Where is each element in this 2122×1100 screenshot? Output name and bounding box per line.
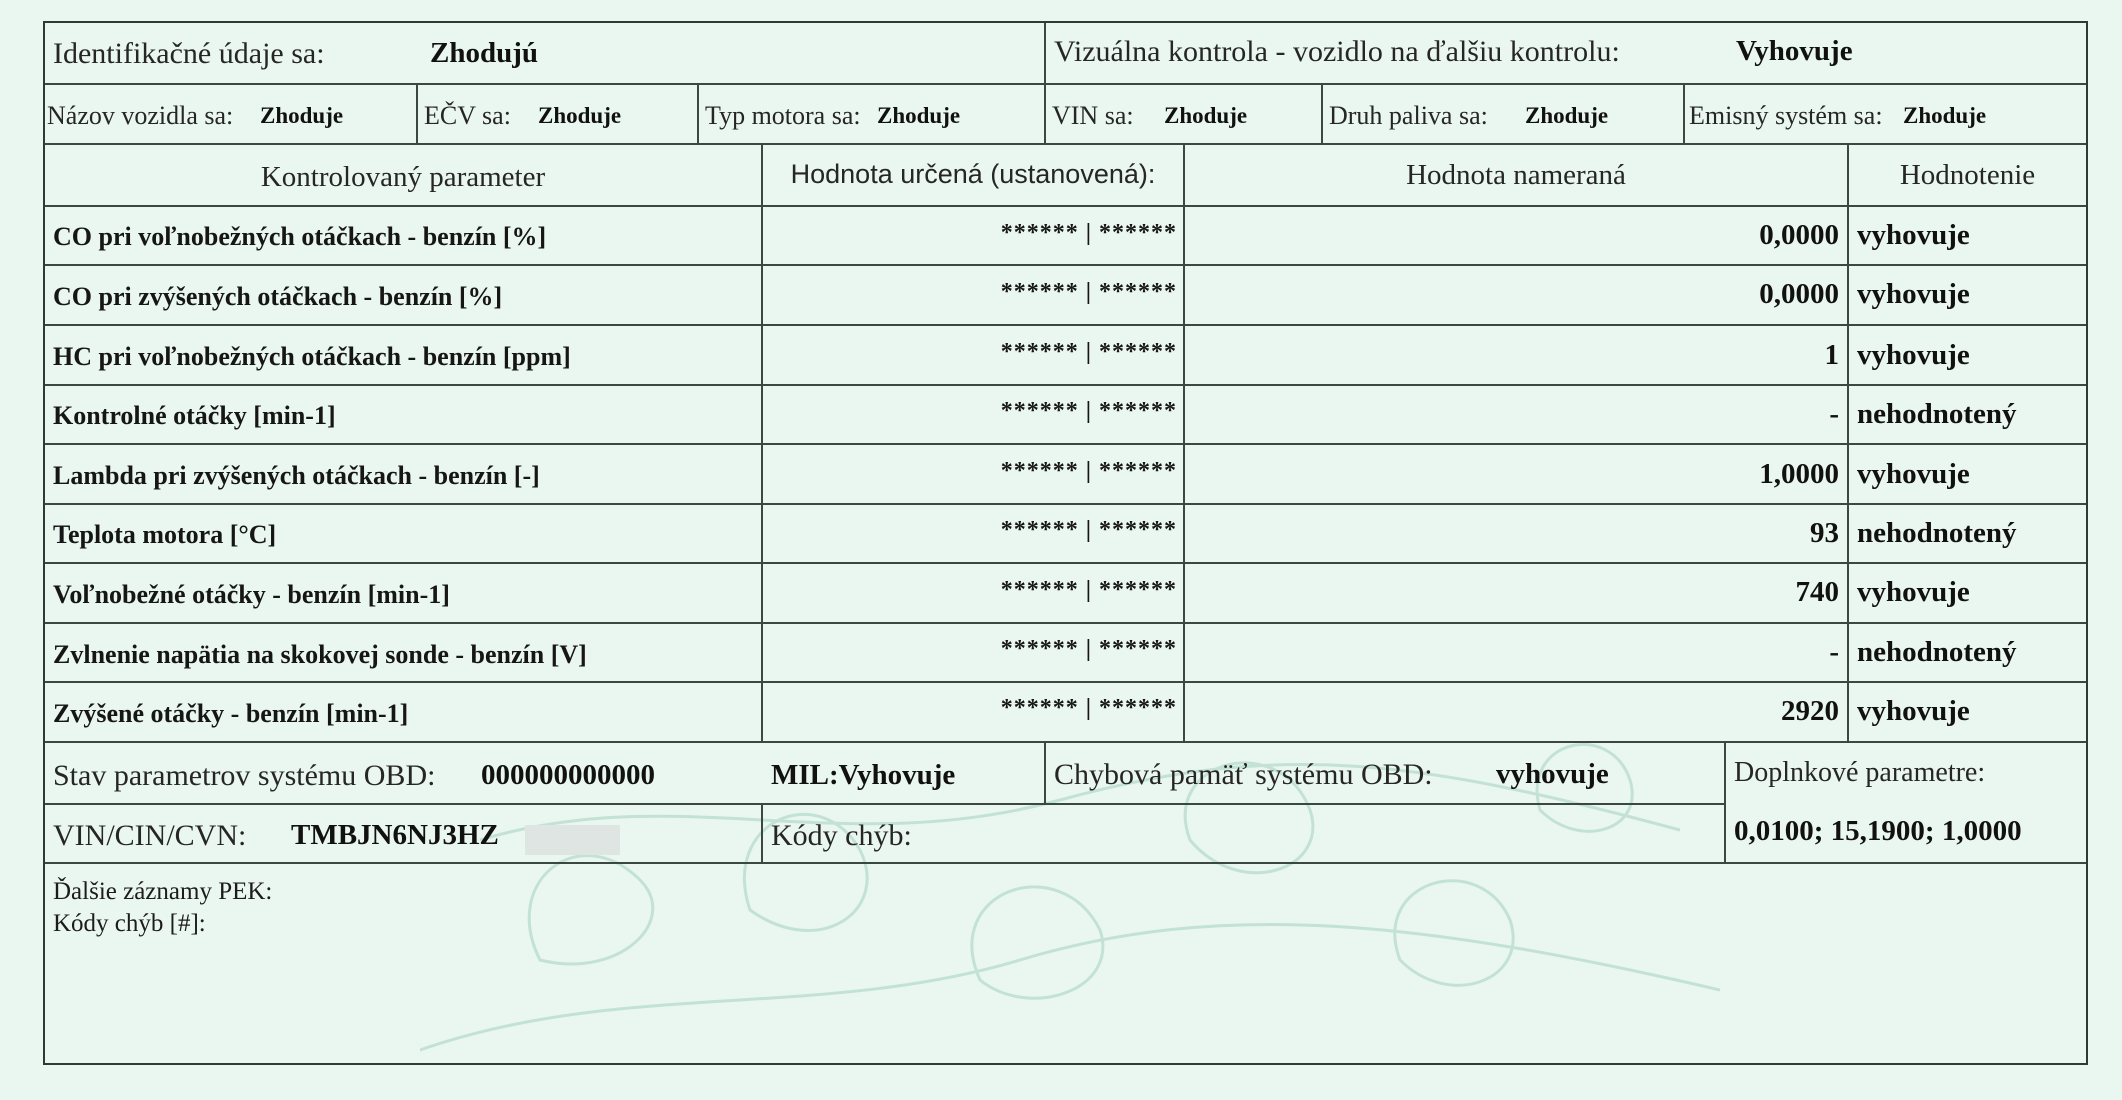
row-measured: - xyxy=(1829,636,1839,668)
table-row-4-parameter xyxy=(45,386,763,445)
table-row-5-specified xyxy=(763,445,1185,505)
row-evaluation: vyhovuje xyxy=(1857,219,1970,251)
row-specified: ****** | ****** xyxy=(1000,636,1177,662)
error-codes-cell xyxy=(763,805,1726,864)
emission-system-label: Emisný systém sa: xyxy=(1689,101,1883,130)
table-row-2-parameter xyxy=(45,266,763,326)
vehicle-name-cell xyxy=(45,85,418,145)
header-measured xyxy=(1185,145,1849,207)
header-specified-text: Hodnota určená (ustanovená): xyxy=(790,159,1156,189)
row-parameter: CO pri zvýšených otáčkach - benzín [%] xyxy=(53,282,503,311)
visual-check-label: Vizuálna kontrola - vozidlo na ďalšiu kontrolu: xyxy=(1054,35,1620,68)
row-parameter: Zvlnenie napätia na skokovej sonde - benzín [V] xyxy=(53,640,587,669)
ecv-cell xyxy=(418,85,699,145)
vin-match-value: Zhoduje xyxy=(1164,103,1248,128)
row-specified: ****** | ****** xyxy=(1000,517,1177,543)
row-specified: ****** | ****** xyxy=(1000,398,1177,424)
fuel-type-value: Zhoduje xyxy=(1525,103,1609,128)
table-row-9-parameter xyxy=(45,683,763,743)
vin-match-label: VIN sa: xyxy=(1052,101,1134,130)
row-evaluation: nehodnotený xyxy=(1857,398,2017,430)
identification-cell xyxy=(45,23,1046,85)
row-parameter: HC pri voľnobežných otáčkach - benzín [ppm] xyxy=(53,342,571,371)
fuel-type-label: Druh paliva sa: xyxy=(1329,101,1488,130)
row-evaluation: vyhovuje xyxy=(1857,576,1970,608)
table-row-6-parameter xyxy=(45,505,763,564)
vin-cell xyxy=(45,805,763,864)
table-row-1-specified xyxy=(763,207,1185,266)
header-parameter-text: Kontrolovaný parameter xyxy=(260,161,546,193)
table-row-9-measured xyxy=(1185,683,1849,743)
engine-type-value: Zhoduje xyxy=(877,103,961,128)
row-parameter: Lambda pri zvýšených otáčkach - benzín [-] xyxy=(53,461,540,490)
table-row-9-specified xyxy=(763,683,1185,743)
visual-check-cell xyxy=(1046,23,2086,85)
emission-system-cell xyxy=(1685,85,2086,145)
emission-system-value: Zhoduje xyxy=(1903,103,1987,128)
obd-status-value: 000000000000 xyxy=(481,759,655,791)
ecv-value: Zhoduje xyxy=(538,103,622,128)
row-measured: - xyxy=(1829,398,1839,430)
emission-check-form xyxy=(43,21,2088,1065)
row-evaluation: nehodnotený xyxy=(1857,517,2017,549)
table-row-9-evaluation xyxy=(1849,683,2086,743)
table-row-8-measured xyxy=(1185,624,1849,683)
vehicle-name-label: Názov vozidla sa: xyxy=(47,101,234,130)
identification-value: Zhodujú xyxy=(430,37,539,69)
header-evaluation xyxy=(1849,145,2086,207)
row-parameter: Zvýšené otáčky - benzín [min-1] xyxy=(53,699,409,728)
table-row-1-evaluation xyxy=(1849,207,2086,266)
row-specified: ****** | ****** xyxy=(1000,695,1177,721)
mil-status: MIL:Vyhovuje xyxy=(771,759,956,791)
row-parameter: Kontrolné otáčky [min-1] xyxy=(53,401,336,430)
error-codes-count-label: Kódy chýb [#]: xyxy=(53,910,206,937)
row-specified: ****** | ****** xyxy=(1000,458,1177,484)
row-measured: 93 xyxy=(1810,517,1839,549)
table-row-5-parameter xyxy=(45,445,763,505)
table-row-2-specified xyxy=(763,266,1185,326)
notes-area xyxy=(45,864,2086,1063)
header-measured-text: Hodnota nameraná xyxy=(1406,159,1626,191)
table-row-6-specified xyxy=(763,505,1185,564)
row-measured: 1 xyxy=(1824,339,1839,371)
row-specified: ****** | ****** xyxy=(1000,577,1177,603)
obd-memory-label: Chybová pamäť systému OBD: xyxy=(1054,758,1433,791)
vehicle-name-value: Zhoduje xyxy=(260,103,344,128)
row-evaluation: vyhovuje xyxy=(1857,695,1970,727)
row-parameter: CO pri voľnobežných otáčkach - benzín [%] xyxy=(53,222,547,251)
row-specified: ****** | ****** xyxy=(1000,220,1177,246)
table-row-8-parameter xyxy=(45,624,763,683)
table-row-7-evaluation xyxy=(1849,564,2086,624)
header-evaluation-text: Hodnotenie xyxy=(1899,159,2036,191)
table-row-1-measured xyxy=(1185,207,1849,266)
row-evaluation: vyhovuje xyxy=(1857,278,1970,310)
vin-label: VIN/CIN/CVN: xyxy=(53,819,247,852)
row-parameter: Voľnobežné otáčky - benzín [min-1] xyxy=(53,580,450,609)
row-specified: ****** | ****** xyxy=(1000,339,1177,365)
table-row-6-measured xyxy=(1185,505,1849,564)
obd-status-label: Stav parametrov systému OBD: xyxy=(53,759,436,792)
table-row-7-specified xyxy=(763,564,1185,624)
table-row-7-parameter xyxy=(45,564,763,624)
row-evaluation: vyhovuje xyxy=(1857,339,1970,371)
row-parameter: Teplota motora [°C] xyxy=(53,520,277,549)
vin-value: TMBJN6NJ3HZ xyxy=(291,819,499,851)
table-row-3-measured xyxy=(1185,326,1849,386)
header-parameter xyxy=(45,145,763,207)
table-row-3-parameter xyxy=(45,326,763,386)
vin-match-cell xyxy=(1046,85,1323,145)
extra-params-label: Doplnkové parametre: xyxy=(1734,757,1986,788)
engine-type-label: Typ motora sa: xyxy=(705,101,861,130)
row-measured: 2920 xyxy=(1781,695,1839,727)
obd-memory-cell xyxy=(1046,743,1726,805)
table-row-8-evaluation xyxy=(1849,624,2086,683)
header-specified xyxy=(763,145,1185,207)
vin-redaction xyxy=(525,825,620,855)
table-row-5-evaluation xyxy=(1849,445,2086,505)
obd-status-cell xyxy=(45,743,1046,805)
engine-type-cell xyxy=(699,85,1046,145)
table-row-7-measured xyxy=(1185,564,1849,624)
row-measured: 0,0000 xyxy=(1759,219,1839,251)
error-codes-label: Kódy chýb: xyxy=(771,819,912,852)
table-row-2-measured xyxy=(1185,266,1849,326)
pek-records-label: Ďalšie záznamy PEK: xyxy=(53,878,273,905)
ecv-label: EČV sa: xyxy=(424,101,511,130)
visual-check-value: Vyhovuje xyxy=(1736,35,1853,67)
fuel-type-cell xyxy=(1323,85,1685,145)
table-row-3-evaluation xyxy=(1849,326,2086,386)
table-row-8-specified xyxy=(763,624,1185,683)
obd-memory-value: vyhovuje xyxy=(1496,758,1609,790)
table-row-1-parameter xyxy=(45,207,763,266)
table-row-4-measured xyxy=(1185,386,1849,445)
table-row-4-specified xyxy=(763,386,1185,445)
table-row-3-specified xyxy=(763,326,1185,386)
row-specified: ****** | ****** xyxy=(1000,279,1177,305)
extra-params-value: 0,0100; 15,1900; 1,0000 xyxy=(1734,815,2022,847)
table-row-4-evaluation xyxy=(1849,386,2086,445)
row-evaluation: vyhovuje xyxy=(1857,458,1970,490)
identification-label: Identifikačné údaje sa: xyxy=(53,37,325,70)
table-row-5-measured xyxy=(1185,445,1849,505)
table-row-2-evaluation xyxy=(1849,266,2086,326)
row-measured: 1,0000 xyxy=(1759,458,1839,490)
row-evaluation: nehodnotený xyxy=(1857,636,2017,668)
row-measured: 0,0000 xyxy=(1759,278,1839,310)
table-row-6-evaluation xyxy=(1849,505,2086,564)
row-measured: 740 xyxy=(1795,576,1839,608)
extra-params-cell xyxy=(1726,743,2086,864)
